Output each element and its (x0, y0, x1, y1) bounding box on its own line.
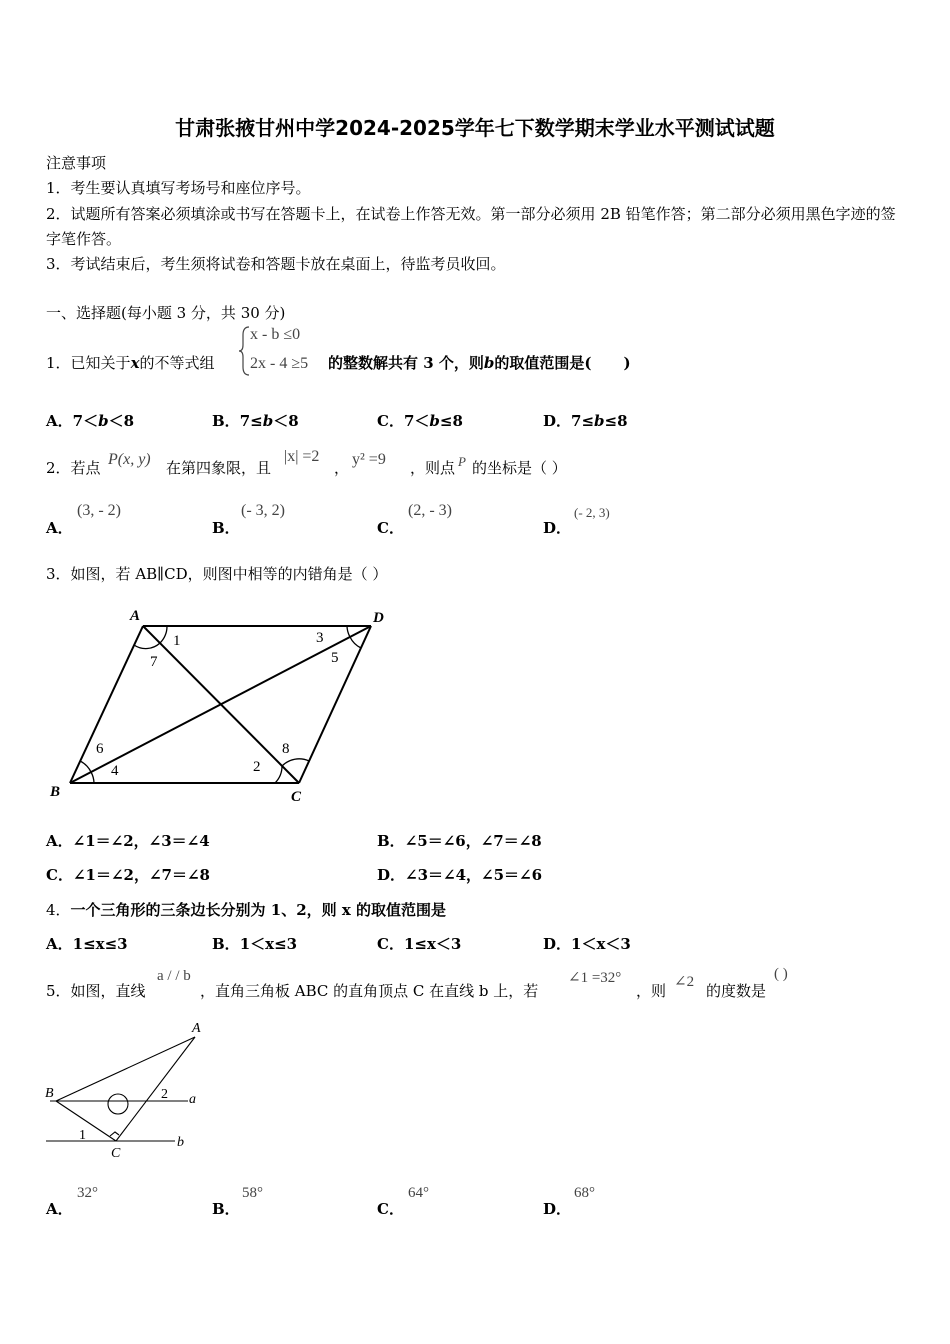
inequality-line-2: 2x - 4 ≥5 (250, 355, 309, 372)
option-var: b (594, 412, 605, 430)
angle-arc-2 (275, 766, 282, 783)
option-text: 1≤x＜3 (403, 935, 462, 953)
vertex-label-a: A (192, 1021, 201, 1036)
option-text: ＜8 (273, 412, 299, 430)
math-angle-1: ∠1 =32° (568, 970, 622, 986)
q5-option-d-value: 68° (574, 1185, 595, 1201)
variable-b: b (483, 354, 495, 372)
option-text: 7≤ (571, 412, 595, 430)
question-5 (46, 980, 146, 1001)
question-text: 如图，直线 (70, 982, 146, 1000)
math-a-parallel-b: a / / b (157, 968, 191, 984)
side-ab (56, 1037, 195, 1101)
inequality-line-1: x - b ≤0 (250, 326, 301, 343)
math-paren: ( ) (774, 966, 788, 982)
q2-option-b-letter[interactable]: B． (212, 519, 240, 537)
option-text: ∠1＝∠2，∠3＝∠4 (72, 832, 210, 850)
question-text: 的整数解共有 3 个，则 (328, 354, 484, 372)
option-text: 1≤x≤3 (72, 935, 128, 953)
section-heading: 一、选择题(每小题 3 分，共 30 分) (46, 304, 286, 322)
triangle-hole (108, 1094, 128, 1114)
question-text: ，直角三角板 ABC 的直角顶点 C 在直线 b 上，若 (200, 982, 539, 1000)
q2-option-d-value: (- 2, 3) (574, 505, 610, 520)
right-angle-mark (110, 1132, 119, 1136)
segment-ab (70, 626, 143, 783)
question-2 (46, 457, 101, 478)
question-text: 如图，若 AB∥CD，则图中相等的内错角是（ ） (70, 565, 388, 583)
vertex-label-c: C (111, 1146, 121, 1161)
option-letter: C． (46, 866, 73, 884)
vertex-label-b: B (45, 1086, 54, 1101)
line-label-a: a (189, 1092, 196, 1107)
angle-label-2: 2 (161, 1087, 168, 1102)
q2-option-b-value: (- 3, 2) (241, 502, 285, 519)
q1-option-a[interactable] (46, 410, 134, 431)
option-letter: A． (46, 832, 73, 850)
angle-arc-3 (347, 626, 350, 637)
option-letter: B． (212, 412, 240, 430)
option-text: ∠1＝∠2，∠7＝∠8 (72, 866, 210, 884)
page-title: 甘肃张掖甘州中学2024-2025学年七下数学期末学业水平测试试题 (175, 116, 775, 140)
triangle-figure (40, 1015, 210, 1165)
option-letter: D． (543, 412, 572, 430)
angle-arc-1 (160, 626, 167, 643)
q3-option-d[interactable] (377, 864, 542, 885)
angle-arc-7 (134, 643, 160, 649)
notice-heading: 注意事项 (46, 154, 107, 172)
question-3 (46, 563, 387, 584)
option-text: ∠3＝∠4，∠5＝∠6 (405, 866, 543, 884)
q5-option-b-letter[interactable]: B． (212, 1200, 240, 1218)
q3-option-b[interactable] (377, 830, 542, 851)
question-number: 2． (46, 459, 71, 477)
option-text: 1＜x≤3 (239, 935, 298, 953)
option-letter: C． (377, 935, 404, 953)
question-text: ，则点 (410, 459, 456, 477)
side-ac (116, 1037, 195, 1141)
option-var: b (98, 412, 109, 430)
notice-item-2: 2．试题所有答案必须填涂或书写在答题卡上，在试卷上作答无效。第一部分必须用 2B 铅笔作答；第二部分必须用黑色字迹的签字笔作答。 (46, 205, 896, 248)
math-y-squared: y² =9 (352, 451, 386, 468)
diagonal-bd (70, 626, 371, 783)
angle-arc-8 (282, 759, 309, 766)
angle-label-1: 1 (173, 633, 181, 649)
parallelogram-figure (40, 600, 400, 810)
math-abs-x: |x| =2 (284, 448, 320, 465)
question-text: 的度数是 (706, 982, 767, 1000)
notice-item-3: 3．考试结束后，考生须将试卷和答题卡放在桌面上，待监考员收回。 (46, 255, 506, 273)
option-var: b (429, 412, 440, 430)
option-letter: D． (377, 866, 406, 884)
vertex-label-c: C (291, 789, 302, 805)
option-letter: D． (543, 935, 572, 953)
q2-option-a-value: (3, - 2) (77, 502, 121, 519)
option-letter: B． (377, 832, 405, 850)
option-letter: A． (46, 412, 73, 430)
q1-option-c[interactable] (377, 410, 463, 431)
question-text: 一个三角形的三条边长分别为 1、2，则 x 的取值范围是 (70, 901, 447, 919)
angle-label-4: 4 (111, 763, 119, 779)
angle-label-1: 1 (79, 1128, 86, 1143)
math-p: P (458, 454, 466, 469)
question-text: 若点 (70, 459, 101, 477)
q5-option-d-letter[interactable]: D． (543, 1200, 572, 1218)
q5-option-a-letter[interactable]: A． (46, 1200, 73, 1218)
question-number: 5． (46, 982, 71, 1000)
notice-item-1: 1．考生要认真填写考场号和座位序号。 (46, 179, 311, 197)
q2-option-d-letter[interactable]: D． (543, 519, 572, 537)
option-letter: A． (46, 935, 73, 953)
option-text: ≤8 (439, 412, 463, 430)
question-1 (46, 352, 215, 373)
question-text: ， (334, 459, 350, 477)
question-text: ) (623, 354, 631, 372)
question-text: 的坐标是（ ） (472, 459, 567, 477)
vertex-label-d: D (373, 610, 384, 626)
question-text: 已知关于 (70, 354, 131, 372)
q2-option-c-value: (2, - 3) (408, 502, 452, 519)
q1-option-d[interactable] (543, 410, 628, 431)
angle-arc-4 (91, 772, 94, 783)
option-text: ≤8 (604, 412, 628, 430)
angle-label-3: 3 (316, 630, 324, 646)
math-point-p: P(x, y) (108, 451, 151, 468)
line-label-b: b (177, 1135, 184, 1150)
question-4 (46, 899, 446, 920)
q1-option-b[interactable] (212, 410, 299, 431)
angle-label-6: 6 (96, 741, 104, 757)
side-bc (56, 1101, 116, 1141)
variable-x: x (130, 354, 140, 372)
option-text: ＜8 (108, 412, 135, 430)
q4-option-a[interactable] (46, 933, 128, 954)
q4-option-b[interactable] (212, 933, 297, 954)
angle-label-8: 8 (282, 741, 290, 757)
question-text: ，则 (636, 982, 667, 1000)
vertex-label-a: A (130, 608, 141, 624)
angle-label-2: 2 (253, 759, 261, 775)
question-number: 1． (46, 354, 71, 372)
q4-option-d[interactable] (543, 933, 631, 954)
q3-option-a[interactable] (46, 830, 210, 851)
angle-label-7: 7 (150, 654, 158, 670)
question-number: 3． (46, 565, 71, 583)
q3-option-c[interactable] (46, 864, 210, 885)
q5-option-c-letter[interactable]: C． (377, 1200, 404, 1218)
option-text: 7＜ (72, 412, 99, 430)
question-number: 4． (46, 901, 71, 919)
option-letter: B． (212, 935, 240, 953)
question-text: 的不等式组 (139, 354, 215, 372)
question-text: 在第四象限，且 (166, 459, 272, 477)
angle-arc-5 (350, 637, 361, 648)
angle-arc-6 (80, 761, 91, 772)
math-angle-2: ∠2 (674, 974, 695, 990)
option-text: 7＜ (403, 412, 430, 430)
option-text: ∠5＝∠6，∠7＝∠8 (404, 832, 542, 850)
option-var: b (262, 412, 274, 430)
vertex-label-b: B (50, 784, 61, 800)
q4-option-c[interactable] (377, 933, 461, 954)
question-1-tail (328, 352, 631, 373)
option-text: 7≤ (239, 412, 263, 430)
angle-label-5: 5 (331, 650, 339, 666)
q5-option-b-value: 58° (242, 1185, 263, 1201)
question-text: 的取值范围是( (494, 354, 592, 372)
q2-option-a-letter[interactable]: A． (46, 519, 73, 537)
option-text: 1＜x＜3 (571, 935, 631, 953)
option-letter: C． (377, 412, 404, 430)
q5-option-a-value: 32° (77, 1185, 98, 1201)
q5-option-c-value: 64° (408, 1185, 429, 1201)
q2-option-c-letter[interactable]: C． (377, 519, 404, 537)
